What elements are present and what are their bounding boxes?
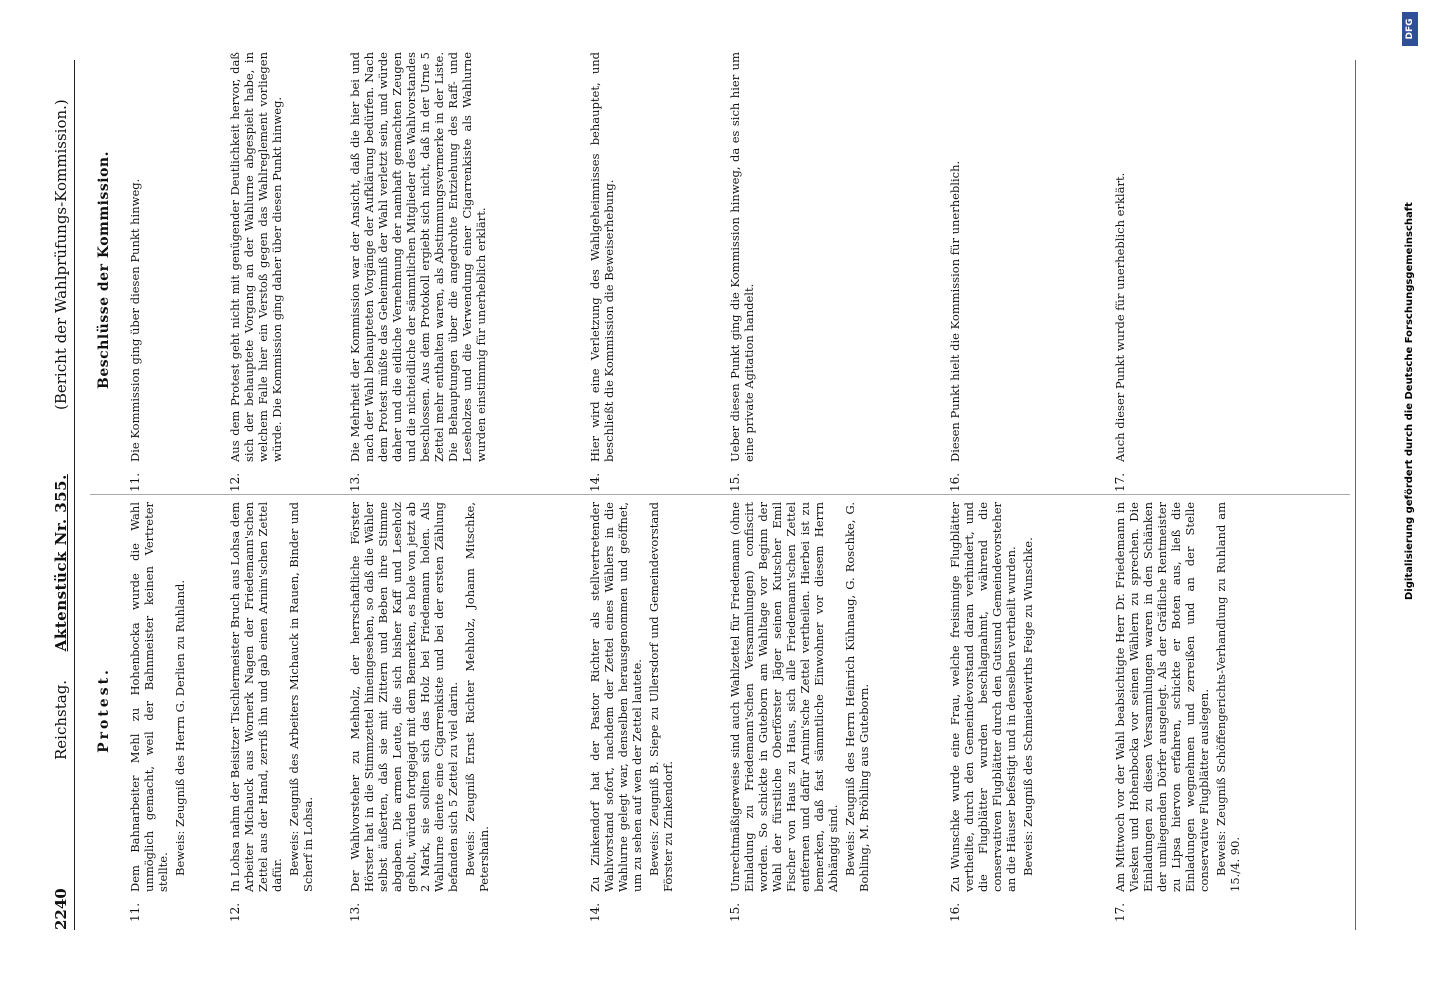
entry-text: Am Mittwoch vor der Wahl beabsichtigte Herr Dr. Friedemann in Viesken und Hohenbocka vor seinen Wählern zu sprechen. Die Einladungen zu diesen Versammlungen waren in den Schänken der umliegenden Dörfer ausgelegt. Als der Gräfliche Rentmeister zu Lipsa hiervon erfahren, schickte er Boten aus, ließ die Einladungen wegnehmen und zerreißen und an der Stelle conservative Flugblätter auslegen. xyxy=(1113,502,1211,892)
protest-column-title: Protest. xyxy=(96,667,112,753)
digitization-note: Digitalisierung gefördert durch die Deutsche Forschungsgemeinschaft xyxy=(1404,202,1415,600)
protest-entry xyxy=(1113,502,1313,922)
entry-text: Dem Bahnarbeiter Mehl zu Hohenbocka wurde die Wahl unmöglich gemacht, weil der Bahnmeister keinen Vertreter stellte. xyxy=(128,502,170,892)
entry-number: 13. xyxy=(348,472,362,492)
digitization-footer xyxy=(1400,0,1424,1000)
protest-entry xyxy=(228,502,338,922)
entry-text: Unrechtmäßigerweise sind auch Wahlzettel für Friedemann (ohne Einladung zu Friedemann'schen Versammlungen) confiscirt worden. So schickte in Guteborn am Wahltage vor Beginn der Wahl der fürstliche Oberförster Jäger seinen Kutscher Emil Fischer von Haus zu Haus, sich alle Friedemann'schen Zettel entfernen und dafür Arnim'sche Zettel vertheilen. Hierbei ist zu bemerken, daß fast sämmtliche Einwohner vor diesem Herrn Abhängig sind. xyxy=(728,502,840,892)
entry-text: Die Kommission ging über diesen Punkt hinweg. xyxy=(128,178,142,462)
entry-number: 16. xyxy=(948,472,962,492)
dfg-logo: DFG xyxy=(1402,12,1418,46)
entry-beweis: Beweis: Zeugniß Ernst Richter Mehholz, Johann Mitschke, Petershain. xyxy=(463,502,491,892)
entry-number: 16. xyxy=(948,902,962,922)
entry-body xyxy=(728,502,871,892)
entry-beweis: Beweis: Zeugniß des Herrn Heinrich Kühnaug, G. Roschke, G. Bohling, M. Bröhling aus Guteborn. xyxy=(843,502,871,892)
entry-number: 14. xyxy=(588,902,602,922)
entry-number: 17. xyxy=(1113,902,1127,922)
entry-beweis: Beweis: Zeugniß B. Siepe zu Ullersdorf und Gemeindevorstand Förster zu Zinkendorf. xyxy=(647,502,675,892)
entry-number: 12. xyxy=(228,902,242,922)
entry-text: Die Mehrheit der Kommission war der Ansicht, daß die hier bei und nach der Wahl behaupteten Vorgänge der Aufklärung bedürfen. Nach dem Protest müßte das Geheimniß der Wahl verletzt sein, und würde daher und die eidliche Vernehmung der namhaft gemachten Zeugen und die nichteidliche der sämmtlichen Mitglieder des Wahlvorstandes beschlossen. Aus dem Protokoll ergiebt sich nicht, daß in der Urne 5 Zettel mehr enthalten waren, als Abstimmungsvermerke in der Liste. Die Behauptungen über die angedrohte Entziehung des Raff- und Leseholzes und die Verwendung einer Cigarrenkiste als Wahlurne wurden einstimmig für unerheblich erklärt. xyxy=(348,52,488,462)
beschluesse-column-title: Beschlüsse der Kommission. xyxy=(96,151,112,389)
protest-entry xyxy=(948,502,1073,922)
header-rule xyxy=(74,60,75,930)
entry-body xyxy=(588,502,675,892)
entry-number: 17. xyxy=(1113,472,1127,492)
entry-beweis: Beweis: Zeugniß des Schmiedewirths Feige zu Wunschke. xyxy=(1021,537,1035,876)
entry-beweis: Beweis: Zeugniß des Herrn G. Derlien zu Ruhland. xyxy=(173,579,187,876)
entry-number: 14. xyxy=(588,472,602,492)
entry-text: Diesen Punkt hielt die Kommission für unerheblich. xyxy=(948,160,962,462)
bottom-rule xyxy=(1355,60,1356,930)
entry-body xyxy=(1113,502,1242,892)
column-divider xyxy=(90,494,1350,495)
page-number: 2240 xyxy=(52,888,70,930)
entry-number: 15. xyxy=(728,902,742,922)
entry-number: 13. xyxy=(348,902,362,922)
entry-beweis: Beweis: Zeugniß des Arbeiters Michauck in Rauen, Binder und Scherf in Lohsa. xyxy=(287,502,315,892)
entry-text: Ueber diesen Punkt ging die Kommission hinweg, da es sich hier um eine private Agitation handelt. xyxy=(728,52,756,462)
entry-body xyxy=(228,502,315,892)
page-header xyxy=(52,60,78,930)
entry-text: Zu Wunschke wurde eine Frau, welche freisinnige Flugblätter vertheilte, durch den Gemeindevorstand daran verhindert, und die Flugblätter wurden beschlagnahmt, während die conservativen Flugblätter durch den Gutsund Gemeindevorsteher an die Häuser befestigt und in denselben vertheilt wurden. xyxy=(948,502,1018,892)
entry-body xyxy=(128,502,187,892)
entry-text: Hier wird eine Verletzung des Wahlgeheimnisses behauptet, und beschließt die Kommission die Beweiserhebung. xyxy=(588,52,616,462)
header-reichstag: Reichstag. xyxy=(52,679,70,760)
entry-text: Der Wahlvorsteher zu Mehholz, der herrschaftliche Förster Hörster hat in die Stimmzettel hineingesehen, so daß die Wähler selbst äußerten, daß sie mit Zittern und Beben ihre Stimme abgaben. Die armen Leute, die sich bisher Kaff und Leseholz geholt, würden fortgejagt mit dem Bemerken, es hole von jetzt ab 2 Mark, sie sollten sich das Holz bei Friedemann holen. Als Wahlurne diente eine Cigarrenkiste und bei der ersten Zählung befanden sich 5 Zettel zu viel darin. xyxy=(348,502,460,892)
entry-text: In Lohsa nahm der Beisitzer Tischlermeister Bruch aus Lohsa dem Arbeiter Michauck aus Wornerk Nagen der Friedemann'schen Zettel aus der Hand, zerriß ihn und gab einen Arnim'schen Zettel dafür. xyxy=(228,502,284,892)
entry-beweis: Beweis: Zeugniß Schöffengerichts-Verhandlung zu Ruhland am 15./4. 90. xyxy=(1214,502,1242,892)
header-aktenstueck: Aktenstück Nr. 355. xyxy=(52,474,70,652)
entry-body xyxy=(348,502,491,892)
protest-entry xyxy=(728,502,928,922)
entry-text: Aus dem Protest geht nicht mit genügender Deutlichkeit hervor, daß sich der behauptete Vorgang an der Wahlurne abgespielt habe, in welchem Falle hier ein Verstoß gegen das Wahlreglement vorliegen würde. Die Kommission ging daher über diesen Punkt hinweg. xyxy=(228,52,284,462)
entry-number: 11. xyxy=(128,902,142,922)
entry-body xyxy=(948,502,1035,892)
entry-text: Zu Zinkendorf hat der Pastor Richter als stellvertretender Wahlvorstand sofort, nachdem der Zettel eines Wählers in die Wahlurne gelegt war, denselben herausgenommen und geöffnet, um zu sehen auf wen der Zettel lautete. xyxy=(588,502,644,892)
entry-number: 15. xyxy=(728,472,742,492)
header-bericht: (Bericht der Wahlprüfungs-Kommission.) xyxy=(52,99,70,410)
entry-number: 11. xyxy=(128,472,142,492)
protest-entry xyxy=(128,502,210,922)
entry-text: Auch dieser Punkt wurde für unerheblich erklärt. xyxy=(1113,172,1127,462)
protest-entry xyxy=(588,502,713,922)
protest-entry xyxy=(348,502,568,922)
entry-number: 12. xyxy=(228,472,242,492)
header-center xyxy=(52,474,70,760)
